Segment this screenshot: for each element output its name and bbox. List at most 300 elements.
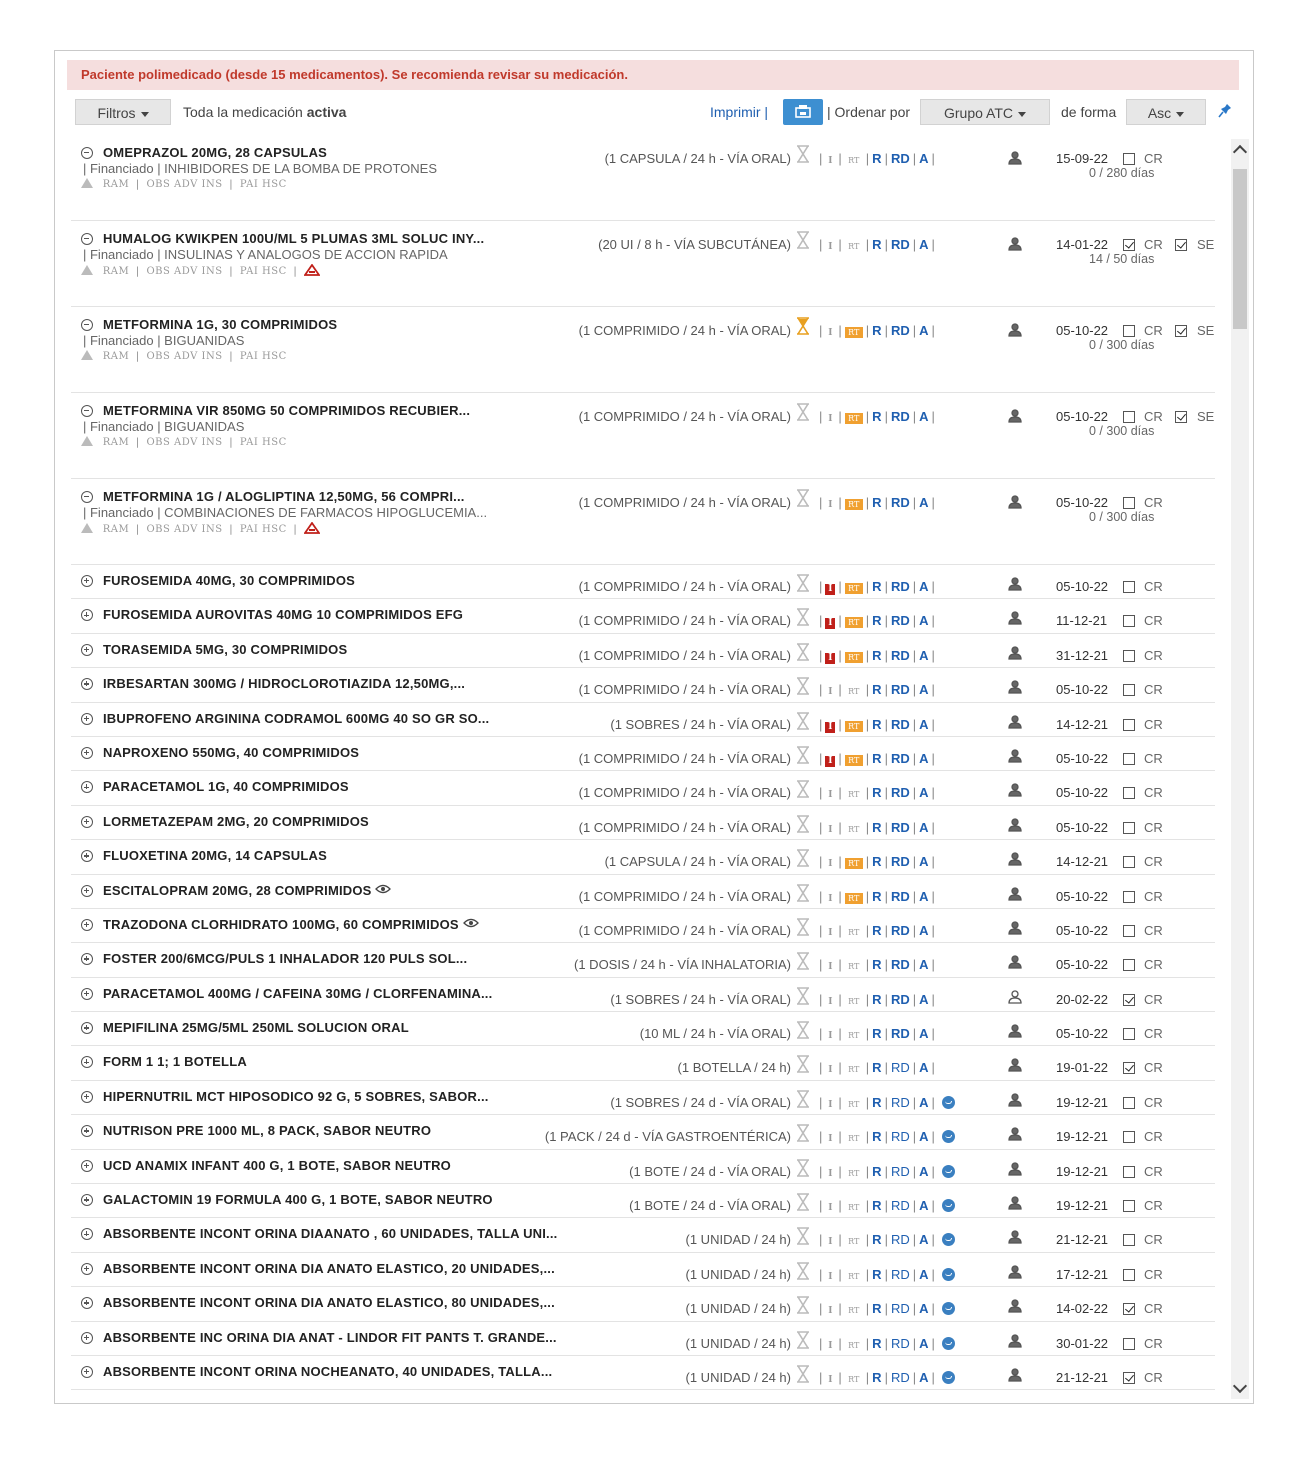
r-link[interactable]: R [872,819,882,835]
expand-icon[interactable] [81,885,93,897]
rd-link[interactable]: RD [890,409,910,424]
collapse-icon[interactable] [81,233,93,245]
rd-link[interactable]: RD [890,991,910,1007]
collapse-icon[interactable] [81,405,93,417]
expand-icon[interactable] [81,1056,93,1068]
tag-adv[interactable]: ADV [174,351,198,362]
alert-triangle-icon[interactable] [304,264,320,276]
person-icon[interactable] [1008,887,1022,901]
pin-icon[interactable] [1218,103,1232,119]
expand-icon[interactable] [81,1332,93,1344]
person-icon[interactable] [1008,852,1022,866]
indication-code[interactable]: I [828,859,833,870]
r-link[interactable]: R [872,1266,882,1282]
r-link[interactable]: R [872,1163,882,1179]
cr-checkbox[interactable] [1123,1269,1135,1281]
scroll-down-icon[interactable] [1233,1379,1247,1393]
a-link[interactable]: A [919,991,929,1007]
expand-icon[interactable] [81,747,93,759]
rt-code[interactable]: RT [848,1203,860,1213]
a-link[interactable]: A [919,1094,929,1110]
medication-name[interactable] [103,1364,552,1379]
cr-checkbox[interactable] [1123,411,1135,423]
indication-code[interactable]: I [828,687,833,698]
medication-name[interactable] [103,676,465,691]
medication-name[interactable] [103,711,489,726]
print-link[interactable]: Imprimir | [710,104,769,120]
medication-name[interactable] [103,1158,451,1173]
tag-ram[interactable]: RAM [102,437,130,448]
a-link[interactable]: A [919,1232,929,1248]
person-icon[interactable] [1008,1299,1022,1313]
r-link[interactable]: R [872,854,882,870]
person-icon[interactable] [1008,495,1022,509]
cr-checkbox[interactable] [1123,684,1135,696]
person-icon[interactable] [1008,1162,1022,1176]
tag-hsc[interactable]: HSC [262,524,287,535]
cr-checkbox[interactable] [1123,239,1135,251]
indication-code[interactable]: I [828,1340,833,1351]
a-link[interactable]: A [919,750,929,766]
a-link[interactable]: A [919,854,929,870]
rt-code[interactable]: RT [848,996,860,1006]
expand-icon[interactable] [81,1228,93,1240]
indication-code[interactable]: I [828,824,833,835]
r-link[interactable]: R [872,1232,882,1248]
expand-icon[interactable] [81,781,93,793]
globe-icon[interactable] [942,1165,955,1178]
tag-adv[interactable]: ADV [174,266,198,277]
rt-code[interactable]: RT [848,1374,860,1384]
rt-code[interactable]: RT [848,1099,860,1109]
cr-checkbox[interactable] [1123,856,1135,868]
tag-obs[interactable]: OBS [146,437,171,448]
rt-code[interactable]: RT [848,1340,860,1350]
person-icon[interactable] [1008,577,1022,591]
rd-link[interactable]: RD [890,957,910,973]
a-link[interactable]: A [919,957,929,973]
cr-checkbox[interactable] [1123,1372,1135,1384]
person-icon[interactable] [1008,818,1022,832]
person-icon[interactable] [1008,237,1022,251]
indication-code[interactable]: I [828,1099,833,1110]
cr-checkbox[interactable] [1123,153,1135,165]
medication-name[interactable] [103,986,492,1001]
tag-hsc[interactable]: HSC [262,266,287,277]
indication-code[interactable]: I [828,927,833,938]
person-icon[interactable] [1008,1127,1022,1141]
indication-code[interactable]: I [828,962,833,973]
medication-name[interactable]: OMEPRAZOL 20MG, 28 CAPSULAS [103,145,328,160]
rd-link[interactable]: RD [890,1163,910,1179]
globe-icon[interactable] [942,1199,955,1212]
medication-name[interactable] [103,642,347,657]
globe-icon[interactable] [942,1233,955,1246]
rd-link[interactable]: RD [890,495,910,510]
expand-icon[interactable] [81,678,93,690]
tag-pai[interactable]: PAI [239,266,259,277]
globe-icon[interactable] [942,1096,955,1109]
person-icon[interactable] [1008,323,1022,337]
a-link[interactable]: A [919,237,929,252]
indication-code[interactable]: I [825,756,835,767]
tag-ins[interactable]: INS [201,351,223,362]
filters-dropdown[interactable] [75,99,171,125]
medication-name[interactable] [103,573,355,588]
r-link[interactable]: R [872,1335,882,1351]
expand-icon[interactable] [81,919,93,931]
medication-name[interactable] [103,1295,555,1310]
indication-code[interactable]: I [825,584,835,595]
tag-ram[interactable]: RAM [102,351,130,362]
tag-obs[interactable]: OBS [146,266,171,277]
rd-link[interactable]: RD [890,323,910,338]
rd-link[interactable]: RD [890,1266,910,1282]
rt-code[interactable]: RT [848,927,860,937]
se-checkbox[interactable] [1175,325,1187,337]
a-link[interactable]: A [919,1060,929,1076]
tag-pai[interactable]: PAI [239,437,259,448]
a-link[interactable]: A [919,922,929,938]
collapse-icon[interactable] [81,491,93,503]
tag-ram[interactable]: RAM [102,524,130,535]
r-link[interactable]: R [872,1094,882,1110]
cr-checkbox[interactable] [1123,753,1135,765]
expand-icon[interactable] [81,1194,93,1206]
scroll-thumb[interactable] [1233,169,1247,329]
cr-checkbox[interactable] [1123,1200,1135,1212]
r-link[interactable]: R [872,1060,882,1076]
r-link[interactable]: R [872,716,882,732]
indication-code[interactable]: I [828,790,833,801]
r-link[interactable]: R [872,1369,882,1385]
form-dropdown[interactable] [1126,99,1206,125]
cr-checkbox[interactable] [1123,1097,1135,1109]
cr-checkbox[interactable] [1123,650,1135,662]
rd-link[interactable]: RD [890,237,910,252]
cr-checkbox[interactable] [1123,615,1135,627]
alert-triangle-icon[interactable] [304,522,320,534]
indication-code[interactable]: I [828,1134,833,1145]
rd-link[interactable]: RD [890,1060,910,1076]
person-icon[interactable] [1008,646,1022,660]
person-icon[interactable] [1008,955,1022,969]
medication-name[interactable]: METFORMINA 1G, 30 COMPRIMIDOS [103,317,338,332]
rd-link[interactable]: RD [890,682,910,698]
r-link[interactable]: R [872,888,882,904]
rd-link[interactable]: RD [890,1094,910,1110]
r-link[interactable]: R [872,409,882,424]
rd-link[interactable]: RD [890,1198,910,1214]
scroll-up-icon[interactable] [1233,145,1247,159]
r-link[interactable]: R [872,682,882,698]
globe-icon[interactable] [942,1337,955,1350]
medication-name[interactable] [103,1226,558,1241]
person-icon[interactable] [1008,151,1022,165]
cr-checkbox[interactable] [1123,1131,1135,1143]
rt-code[interactable]: RT [848,687,860,697]
tag-ins[interactable]: INS [201,524,223,535]
expand-icon[interactable] [81,816,93,828]
rd-link[interactable]: RD [890,1301,910,1317]
rd-link[interactable]: RD [890,647,910,663]
expand-icon[interactable] [81,713,93,725]
indication-code[interactable]: I [828,242,833,252]
a-link[interactable]: A [919,1163,929,1179]
globe-icon[interactable] [942,1130,955,1143]
tag-ram[interactable]: RAM [102,266,130,277]
medication-name[interactable] [103,1123,431,1138]
rt-code[interactable]: RT [848,790,860,800]
a-link[interactable]: A [919,1335,929,1351]
r-link[interactable]: R [872,579,882,594]
cr-checkbox[interactable] [1123,1303,1135,1315]
tag-hsc[interactable]: HSC [262,351,287,362]
tag-ram[interactable]: RAM [102,179,130,190]
indication-code[interactable]: I [828,1168,833,1179]
order-dropdown[interactable] [920,99,1050,125]
tag-ins[interactable]: INS [201,266,223,277]
tag-pai[interactable]: PAI [239,524,259,535]
person-icon[interactable] [1008,1230,1022,1244]
r-link[interactable]: R [872,1129,882,1145]
a-link[interactable]: A [919,409,929,424]
rt-code[interactable]: RT [845,413,863,424]
person-icon[interactable] [1008,1093,1022,1107]
a-link[interactable]: A [919,613,929,629]
person-icon[interactable] [1008,409,1022,423]
indication-code[interactable]: I [828,1203,833,1214]
globe-icon[interactable] [942,1371,955,1384]
a-link[interactable]: A [919,1198,929,1214]
r-link[interactable]: R [872,237,882,252]
tag-adv[interactable]: ADV [174,179,198,190]
globe-icon[interactable] [942,1268,955,1281]
medication-name[interactable] [103,745,359,760]
rd-link[interactable]: RD [890,1026,910,1042]
cr-checkbox[interactable] [1123,325,1135,337]
rt-code[interactable]: RT [845,652,863,663]
person-icon[interactable] [1008,921,1022,935]
a-link[interactable]: A [919,888,929,904]
person-icon[interactable] [1008,1334,1022,1348]
cr-checkbox[interactable] [1123,994,1135,1006]
indication-code[interactable]: I [828,893,833,904]
a-link[interactable]: A [919,785,929,801]
cr-checkbox[interactable] [1123,1166,1135,1178]
indication-code[interactable]: I [828,414,833,424]
rt-code[interactable]: RT [845,499,863,510]
cr-checkbox[interactable] [1123,581,1135,593]
rt-code[interactable]: RT [845,893,863,904]
expand-icon[interactable] [81,644,93,656]
tag-pai[interactable]: PAI [239,351,259,362]
a-link[interactable]: A [919,819,929,835]
a-link[interactable]: A [919,495,929,510]
r-link[interactable]: R [872,647,882,663]
expand-icon[interactable] [81,1125,93,1137]
rt-code[interactable]: RT [848,1306,860,1316]
r-link[interactable]: R [872,613,882,629]
rt-code[interactable]: RT [845,755,863,766]
rt-code[interactable]: RT [845,583,863,594]
tag-obs[interactable]: OBS [146,179,171,190]
medication-name[interactable] [103,814,369,829]
rd-link[interactable]: RD [890,819,910,835]
r-link[interactable]: R [872,1026,882,1042]
scrollbar[interactable] [1231,139,1249,1399]
cr-checkbox[interactable] [1123,497,1135,509]
indication-code[interactable]: I [825,722,835,733]
rd-link[interactable]: RD [890,716,910,732]
a-link[interactable]: A [919,1026,929,1042]
indication-code[interactable]: I [825,653,835,664]
r-link[interactable]: R [872,922,882,938]
medication-name[interactable] [103,1054,247,1069]
expand-icon[interactable] [81,850,93,862]
rt-code[interactable]: RT [848,156,860,165]
tag-hsc[interactable]: HSC [262,437,287,448]
person-icon[interactable] [1008,1058,1022,1072]
tag-obs[interactable]: OBS [146,351,171,362]
person-outline-icon[interactable] [1008,990,1022,1004]
a-link[interactable]: A [919,1129,929,1145]
expand-icon[interactable] [81,1263,93,1275]
medication-name[interactable]: METFORMINA VIR 850MG 50 COMPRIMIDOS RECUBIER... [103,403,471,418]
a-link[interactable]: A [919,579,929,594]
rd-link[interactable]: RD [890,785,910,801]
a-link[interactable]: A [919,1369,929,1385]
cr-checkbox[interactable] [1123,925,1135,937]
indication-code[interactable]: I [828,1065,833,1076]
expand-icon[interactable] [81,575,93,587]
medication-name[interactable] [103,883,391,898]
tag-obs[interactable]: OBS [146,524,171,535]
r-link[interactable]: R [872,323,882,338]
rt-code[interactable]: RT [848,1168,860,1178]
rt-code[interactable]: RT [845,617,863,628]
rd-link[interactable]: RD [890,613,910,629]
medication-name[interactable]: METFORMINA 1G / ALOGLIPTINA 12,50MG, 56 COMPRI... [103,489,465,504]
r-link[interactable]: R [872,750,882,766]
cr-checkbox[interactable] [1123,787,1135,799]
cr-checkbox[interactable] [1123,1062,1135,1074]
person-icon[interactable] [1008,715,1022,729]
a-link[interactable]: A [919,716,929,732]
medication-name[interactable] [103,1261,555,1276]
cr-checkbox[interactable] [1123,959,1135,971]
tag-adv[interactable]: ADV [174,524,198,535]
expand-icon[interactable] [81,988,93,1000]
indication-code[interactable]: I [828,1031,833,1042]
indication-code[interactable]: I [828,1306,833,1317]
rt-code[interactable]: RT [848,1237,860,1247]
medication-name[interactable] [103,779,349,794]
indication-code[interactable]: I [828,996,833,1007]
rt-code[interactable]: RT [848,242,860,251]
rd-link[interactable]: RD [890,922,910,938]
indication-code[interactable]: I [828,328,833,338]
se-checkbox[interactable] [1175,239,1187,251]
cr-checkbox[interactable] [1123,822,1135,834]
rd-link[interactable]: RD [890,750,910,766]
collapse-icon[interactable] [81,147,93,159]
rt-code[interactable]: RT [845,721,863,732]
r-link[interactable]: R [872,1198,882,1214]
rd-link[interactable]: RD [890,1232,910,1248]
medication-name[interactable] [103,951,467,966]
person-icon[interactable] [1008,680,1022,694]
person-icon[interactable] [1008,611,1022,625]
cr-checkbox[interactable] [1123,1234,1135,1246]
medication-name[interactable] [103,1089,489,1104]
medication-name[interactable]: HUMALOG KWIKPEN 100U/ML 5 PLUMAS 3ML SOLUC INY... [103,231,485,246]
a-link[interactable]: A [919,1266,929,1282]
rd-link[interactable]: RD [890,1129,910,1145]
person-icon[interactable] [1008,1265,1022,1279]
rt-code[interactable]: RT [848,1031,860,1041]
tag-ins[interactable]: INS [201,179,223,190]
expand-icon[interactable] [81,1160,93,1172]
person-icon[interactable] [1008,749,1022,763]
r-link[interactable]: R [872,151,882,166]
expand-icon[interactable] [81,953,93,965]
rt-code[interactable]: RT [848,1134,860,1144]
rt-code[interactable]: RT [845,858,863,869]
indication-code[interactable]: I [828,1271,833,1282]
rt-code[interactable]: RT [848,1065,860,1075]
cr-checkbox[interactable] [1123,891,1135,903]
rd-link[interactable]: RD [890,854,910,870]
person-icon[interactable] [1008,1368,1022,1382]
medication-name[interactable] [103,607,463,622]
tag-ins[interactable]: INS [201,437,223,448]
r-link[interactable]: R [872,991,882,1007]
print-button[interactable] [783,99,823,125]
indication-code[interactable]: I [825,618,835,629]
rt-code[interactable]: RT [848,824,860,834]
medication-name[interactable] [103,1330,557,1345]
person-icon[interactable] [1008,1024,1022,1038]
a-link[interactable]: A [919,1301,929,1317]
indication-code[interactable]: I [828,1374,833,1385]
r-link[interactable]: R [872,785,882,801]
rt-code[interactable]: RT [845,327,863,338]
medication-name[interactable] [103,1192,493,1207]
rd-link[interactable]: RD [890,1335,910,1351]
a-link[interactable]: A [919,647,929,663]
r-link[interactable]: R [872,495,882,510]
medication-name[interactable] [103,1020,409,1035]
indication-code[interactable]: I [828,156,833,166]
a-link[interactable]: A [919,323,929,338]
expand-icon[interactable] [81,1297,93,1309]
tag-hsc[interactable]: HSC [262,179,287,190]
tag-pai[interactable]: PAI [239,179,259,190]
expand-icon[interactable] [81,1366,93,1378]
cr-checkbox[interactable] [1123,1028,1135,1040]
se-checkbox[interactable] [1175,411,1187,423]
rt-code[interactable]: RT [848,962,860,972]
medication-name[interactable] [103,848,327,863]
rd-link[interactable]: RD [890,151,910,166]
globe-icon[interactable] [942,1302,955,1315]
a-link[interactable]: A [919,151,929,166]
expand-icon[interactable] [81,1022,93,1034]
r-link[interactable]: R [872,1301,882,1317]
collapse-icon[interactable] [81,319,93,331]
indication-code[interactable]: I [828,500,833,510]
